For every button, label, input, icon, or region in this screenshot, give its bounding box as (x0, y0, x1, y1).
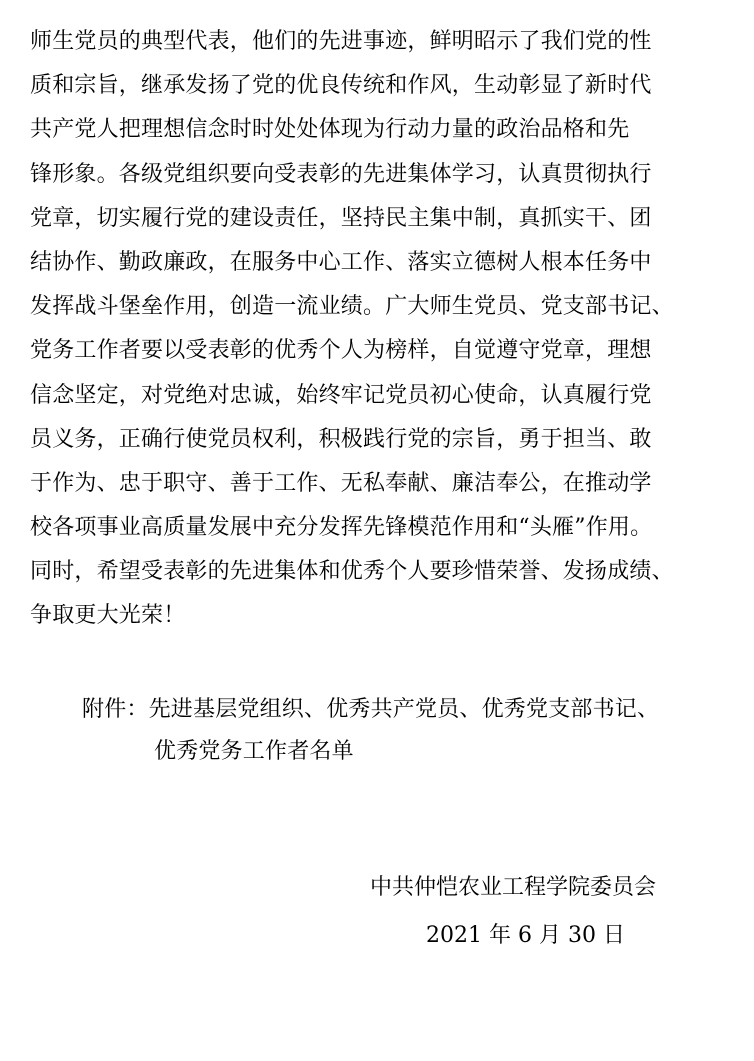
body-line: 结协作、勤政廉政，在服务中心工作、落实立德树人根本任务中 (30, 249, 652, 275)
body-line: 校各项事业高质量发展中充分发挥先锋模范作用和“头雁”作用。 (30, 515, 653, 541)
body-line: 共产党人把理想信念时时处处体现为行动力量的政治品格和先 (30, 117, 630, 143)
issue-date: 2021 年 6 月 30 日 (426, 923, 625, 948)
body-line: 党章，切实履行党的建设责任，坚持民主集中制，真抓实干、团 (30, 205, 652, 231)
body-line: 同时，希望受表彰的先进集体和优秀个人要珍惜荣誉、发扬成绩、 (30, 559, 674, 585)
document-body (30, 20, 730, 639)
attachment-line-2: 优秀党务工作者名单 (154, 739, 354, 764)
body-line: 质和宗旨，继承发扬了党的优良传统和作风，生动彰显了新时代 (30, 73, 652, 99)
attachment-line-1: 附件：先进基层党组织、优秀共产党员、优秀党支部书记、 (82, 697, 660, 722)
body-line: 于作为、忠于职守、善于工作、无私奉献、廉洁奉公，在推动学 (30, 470, 652, 496)
body-line: 党务工作者要以受表彰的优秀个人为榜样，自觉遵守党章，理想 (30, 338, 652, 364)
issuer-signature: 中共仲恺农业工程学院委员会 (370, 875, 657, 900)
attachment-note (82, 689, 732, 773)
body-line: 师生党员的典型代表，他们的先进事迹，鲜明昭示了我们党的性 (30, 29, 652, 54)
body-line: 员义务，正确行使党员权利，积极践行党的宗旨，勇于担当、敢 (30, 426, 652, 452)
body-line: 锋形象。各级党组织要向受表彰的先进集体学习，认真贯彻执行 (30, 161, 652, 187)
body-line: 争取更大光荣！ (30, 603, 186, 629)
body-line: 信念坚定，对党绝对忠诚，始终牢记党员初心使命，认真履行党 (30, 382, 652, 408)
body-line: 发挥战斗堡垒作用，创造一流业绩。广大师生党员、党支部书记、 (30, 294, 674, 320)
